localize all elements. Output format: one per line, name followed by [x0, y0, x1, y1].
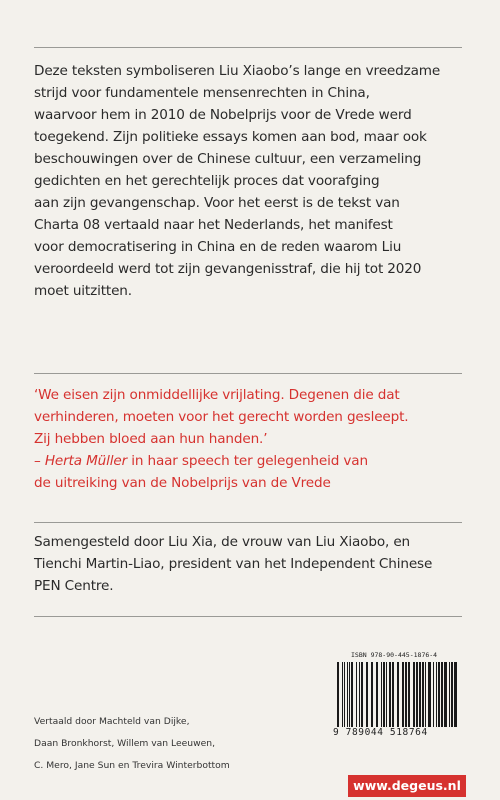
- quote-line: ‘We eisen zijn onmiddellijke vrijlating. Degenen die dat: [34, 387, 400, 403]
- attribution-dash: –: [34, 453, 45, 469]
- barcode-bars: [337, 662, 457, 727]
- description-line: Charta 08 vertaald naar het Nederlands, het manifest: [34, 217, 393, 233]
- description-line: Deze teksten symboliseren Liu Xiaobo’s lange en vreedzame: [34, 63, 441, 79]
- description-line: voor democratisering in China en de reden waarom Liu: [34, 239, 402, 255]
- credits-line: Vertaald door Machteld van Dijke,: [34, 716, 190, 727]
- publisher-url: www.degeus.nl: [353, 778, 461, 793]
- description-line: moet uitzitten.: [34, 283, 132, 299]
- quote-attribution: [34, 450, 466, 472]
- publisher-url-badge: [348, 775, 466, 797]
- bottom-rule: [34, 616, 462, 617]
- description-line: toegekend. Zijn politieke essays komen aan bod, maar ook: [34, 129, 427, 145]
- description-line: veroordeeld werd tot zijn gevangenisstraf, die hij tot 2020: [34, 261, 422, 277]
- description-line: aan zijn gevangenschap. Voor het eerst is de tekst van: [34, 195, 400, 211]
- compiled-line: Tienchi Martin-Liao, president van het Independent Chinese: [34, 556, 433, 572]
- description-line: strijd voor fundamentele mensenrechten in China,: [34, 85, 370, 101]
- barcode: [325, 651, 465, 761]
- isbn-label: ISBN 978-90-445-1876-4: [351, 651, 438, 659]
- quote-author: Herta Müller: [44, 453, 128, 469]
- description-line: beschouwingen over de Chinese cultuur, een verzameling: [34, 151, 422, 167]
- compiled-by: [34, 531, 466, 597]
- quote-line: Zij hebben bloed aan hun handen.’: [34, 431, 268, 447]
- description-line: gedichten en het gerechtelijk proces dat voorafging: [34, 173, 380, 189]
- quote-line: verhinderen, moeten voor het gerecht worden gesleept.: [34, 409, 409, 425]
- credits-line: Daan Bronkhorst, Willem van Leeuwen,: [34, 738, 216, 749]
- description-paragraph: [34, 60, 466, 302]
- quote-block: [34, 384, 466, 494]
- compiled-line: Samengesteld door Liu Xia, de vrouw van Liu Xiaobo, en: [34, 534, 411, 550]
- translator-credits: [34, 711, 294, 777]
- attribution-text: in haar speech ter gelegenheid van: [127, 453, 368, 469]
- credits-line: C. Mero, Jane Sun en Trevira Winterbottom: [34, 760, 230, 771]
- top-rule: [34, 47, 462, 48]
- compiled-line: PEN Centre.: [34, 578, 114, 594]
- description-line: waarvoor hem in 2010 de Nobelprijs voor de Vrede werd: [34, 107, 412, 123]
- quote-attribution-line: de uitreiking van de Nobelprijs van de Vrede: [34, 475, 331, 491]
- quote-rule-bottom: [34, 522, 462, 523]
- ean-number: 9 789044 518764: [333, 727, 428, 738]
- quote-rule-top: [34, 373, 462, 374]
